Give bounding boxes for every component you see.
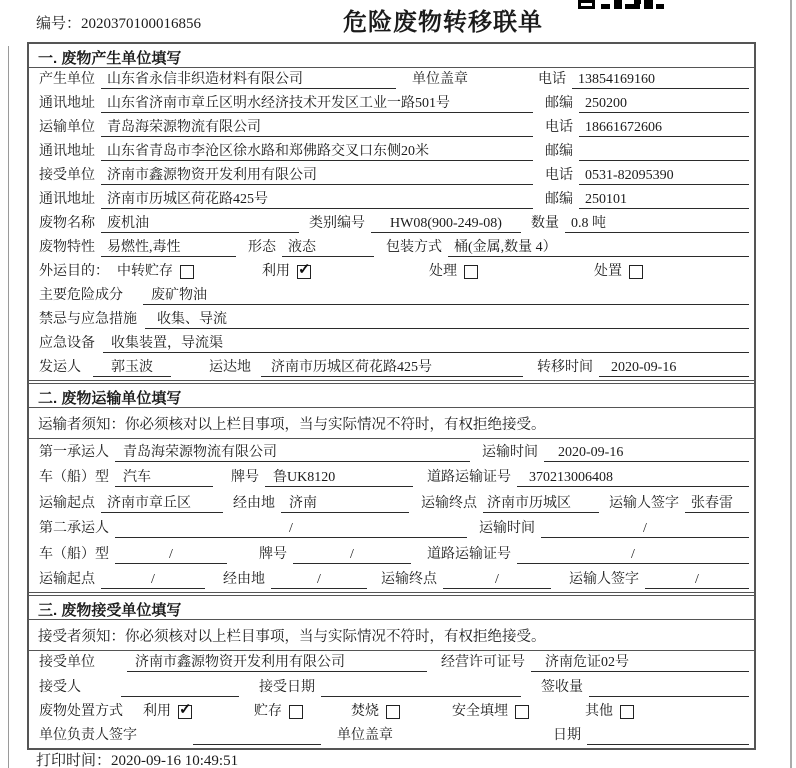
field-label: 经由地 [223,572,265,587]
field-label: 应急设备 [39,336,95,351]
field-value: / [101,570,205,589]
field-value: 郭玉波 [93,358,171,377]
form-row [29,651,754,675]
field-value: 青岛海荣源物流有限公司 [115,443,470,462]
checkbox-label: 安全填埋 [452,703,508,719]
field-label: 通讯地址 [39,192,95,207]
field-value [193,726,321,745]
field-label: 通讯地址 [39,96,95,111]
field-label: 单位盖章 [412,72,468,87]
form-row [29,439,754,465]
field-value: 液态 [282,238,374,257]
field-label: 运输人签字 [569,572,639,587]
field-label: 运输终点 [421,495,477,511]
field-value: 0.8 吨 [565,214,749,233]
field-label: 废物特性 [39,240,95,255]
checkbox-icon [386,705,400,719]
checkbox-label: 利用 [262,264,290,279]
field-value: 250101 [579,190,749,209]
checkbox-label: 中转贮存 [117,264,173,279]
field-value: 收集、导流 [145,310,749,329]
form-section [29,592,754,748]
field-value [589,678,749,697]
form-row [29,332,754,356]
field-value: 山东省永信非织造材料有限公司 [101,70,396,89]
field-value: 0531-82095390 [579,166,749,185]
field-label: 产生单位 [39,72,95,87]
field-label: 电话 [538,72,566,87]
field-label: 运输终点 [381,572,437,587]
field-label: 类别编号 [309,216,365,231]
field-label: 单位盖章 [337,728,393,743]
field-label: 运输单位 [39,120,95,135]
field-label: 日期 [553,728,581,743]
form-row [29,164,754,188]
field-label: 接受单位 [39,168,95,183]
field-label: 牌号 [259,546,287,562]
field-label: 单位负责人签字 [39,728,137,743]
form-row [29,92,754,116]
checkbox-option [429,262,478,281]
form-row [29,490,754,516]
checkbox-label: 焚烧 [351,703,379,719]
form-row [29,541,754,567]
form-section [29,44,754,380]
field-value: 山东省青岛市李沧区徐水路和郑佛路交叉口东侧20米 [101,142,533,161]
section-heading: 二. 废物运输单位填写 [29,383,754,408]
form-row [29,236,754,260]
field-label: 运达地 [209,360,251,375]
qr-code-fragment-icon [578,0,666,10]
field-label: 废物名称 [39,216,95,231]
field-value [579,142,749,161]
field-value: 2020-09-16 [544,443,749,462]
checkbox-option [452,702,529,721]
form-row [29,516,754,542]
field-value: / [293,545,411,564]
field-value: / [443,570,551,589]
field-value: 13854169160 [572,70,749,89]
field-value: 收集装置，导流渠 [103,334,749,353]
section-notice: 运输者须知：你必须核对以上栏目事项，当与实际情况不符时，有权拒绝接受。 [29,408,754,439]
checkbox-label: 处置 [594,264,622,279]
form-row [29,260,754,284]
checkbox-option [585,702,634,721]
field-label: 车（船）型 [39,470,109,485]
form-row [29,567,754,593]
field-value: 济南市鑫源物资开发利用有限公司 [101,166,533,185]
field-label: 经营许可证号 [441,655,525,671]
form-section [29,380,754,592]
checkbox-option [143,702,192,721]
document-number-label: 编号： [36,16,82,32]
field-label: 运输起点 [39,572,95,587]
field-value: / [115,545,227,564]
manifest-form-table [27,42,756,750]
field-label: 包装方式 [386,240,442,255]
field-value: 桶(金属,数量 4） [448,238,749,257]
field-value: / [645,570,749,589]
checkbox-icon [180,265,194,279]
field-label: 邮编 [545,192,573,207]
checkbox-checked-icon [178,705,192,719]
section-heading: 一. 废物产生单位填写 [29,44,754,68]
field-label: 形态 [248,240,276,255]
checkbox-checked-icon [297,265,311,279]
field-value: 250200 [579,94,749,113]
field-value: 济南 [281,494,409,513]
form-row [29,284,754,308]
checkbox-option [254,702,303,721]
field-value: / [541,519,749,538]
checkbox-icon [620,705,634,719]
field-value: 青岛海荣源物流有限公司 [101,118,533,137]
field-value: HW08(900-249-08) [371,214,521,233]
form-row [29,188,754,212]
checkbox-label: 利用 [143,703,171,719]
field-value [121,678,239,697]
field-value: 山东省济南市章丘区明水经济技术开发区工业一路501号 [101,94,533,113]
field-label: 运输人签字 [609,495,679,511]
document-number-value: 2020370100016856 [81,16,202,32]
form-row [29,140,754,164]
checkbox-icon [464,265,478,279]
field-value: 370213006408 [517,468,749,487]
field-value [321,678,521,697]
checkbox-icon [629,265,643,279]
field-value: 汽车 [115,468,213,487]
field-label: 邮编 [545,144,573,159]
field-label: 发运人 [39,360,81,375]
field-label: 道路运输证号 [427,470,511,485]
field-label: 转移时间 [537,360,593,375]
field-value: 济南市历城区荷花路425号 [101,190,533,209]
field-label: 接受单位 [39,655,95,671]
field-label: 车（船）型 [39,546,109,562]
checkbox-icon [289,705,303,719]
field-label: 主要危险成分 [39,288,123,303]
checkbox-label: 处理 [429,264,457,279]
field-value: 济南市历城区荷花路425号 [261,358,523,377]
form-row [29,356,754,380]
print-time [36,749,238,768]
field-value: / [115,519,467,538]
field-value: 济南市历城区 [483,494,599,513]
form-row [29,465,754,491]
field-label: 数量 [531,216,559,231]
field-value: 张春雷 [685,494,749,513]
field-label: 运输时间 [482,444,538,460]
form-row [29,68,754,92]
form-row [29,700,754,724]
print-time-label: 打印时间： [36,753,112,768]
field-value: / [517,545,749,564]
form-row [29,116,754,140]
field-label: 签收量 [541,679,583,695]
checkbox-option [594,262,643,281]
field-label: 经由地 [233,495,275,511]
field-value: 济南危证02号 [531,653,749,672]
field-value: 济南市鑫源物资开发利用有限公司 [127,653,427,672]
page-left-edge-line [8,46,9,768]
section-heading: 三. 废物接受单位填写 [29,595,754,620]
field-label: 运输时间 [479,521,535,536]
form-row [29,675,754,699]
page-right-edge-line [790,0,792,768]
checkbox-option [262,262,311,281]
field-label: 外运目的： [39,264,109,279]
field-label: 禁忌与应急措施 [39,312,137,327]
checkbox-icon [515,705,529,719]
field-value: 易燃性,毒性 [101,238,236,257]
field-value: 废机油 [101,214,299,233]
field-value [587,726,749,745]
field-value: 济南市章丘区 [101,494,223,513]
field-label: 接受人 [39,679,81,695]
field-label: 废物处置方式 [39,703,123,719]
page-title: 危险废物转移联单 [343,9,543,36]
field-value: 废矿物油 [143,286,749,305]
field-label: 第二承运人 [39,521,109,536]
field-label: 接受日期 [259,679,315,695]
form-row [29,724,754,748]
field-label: 通讯地址 [39,144,95,159]
checkbox-option [117,262,194,281]
field-label: 电话 [545,168,573,183]
checkbox-label: 其他 [585,703,613,719]
field-value: 2020-09-16 [599,358,749,377]
section-notice: 接受者须知：你必须核对以上栏目事项，当与实际情况不符时，有权拒绝接受。 [29,620,754,651]
form-row [29,212,754,236]
field-label: 运输起点 [39,495,95,511]
field-label: 牌号 [231,470,259,485]
print-time-value: 2020-09-16 10:49:51 [111,753,239,768]
field-label: 第一承运人 [39,444,109,460]
checkbox-option [351,702,400,721]
field-value: 18661672606 [579,118,749,137]
field-label: 电话 [545,120,573,135]
field-label: 道路运输证号 [427,546,511,562]
field-label: 邮编 [545,96,573,111]
form-row [29,308,754,332]
checkbox-label: 贮存 [254,703,282,719]
field-value: 鲁UK8120 [265,468,413,487]
field-value: / [271,570,367,589]
